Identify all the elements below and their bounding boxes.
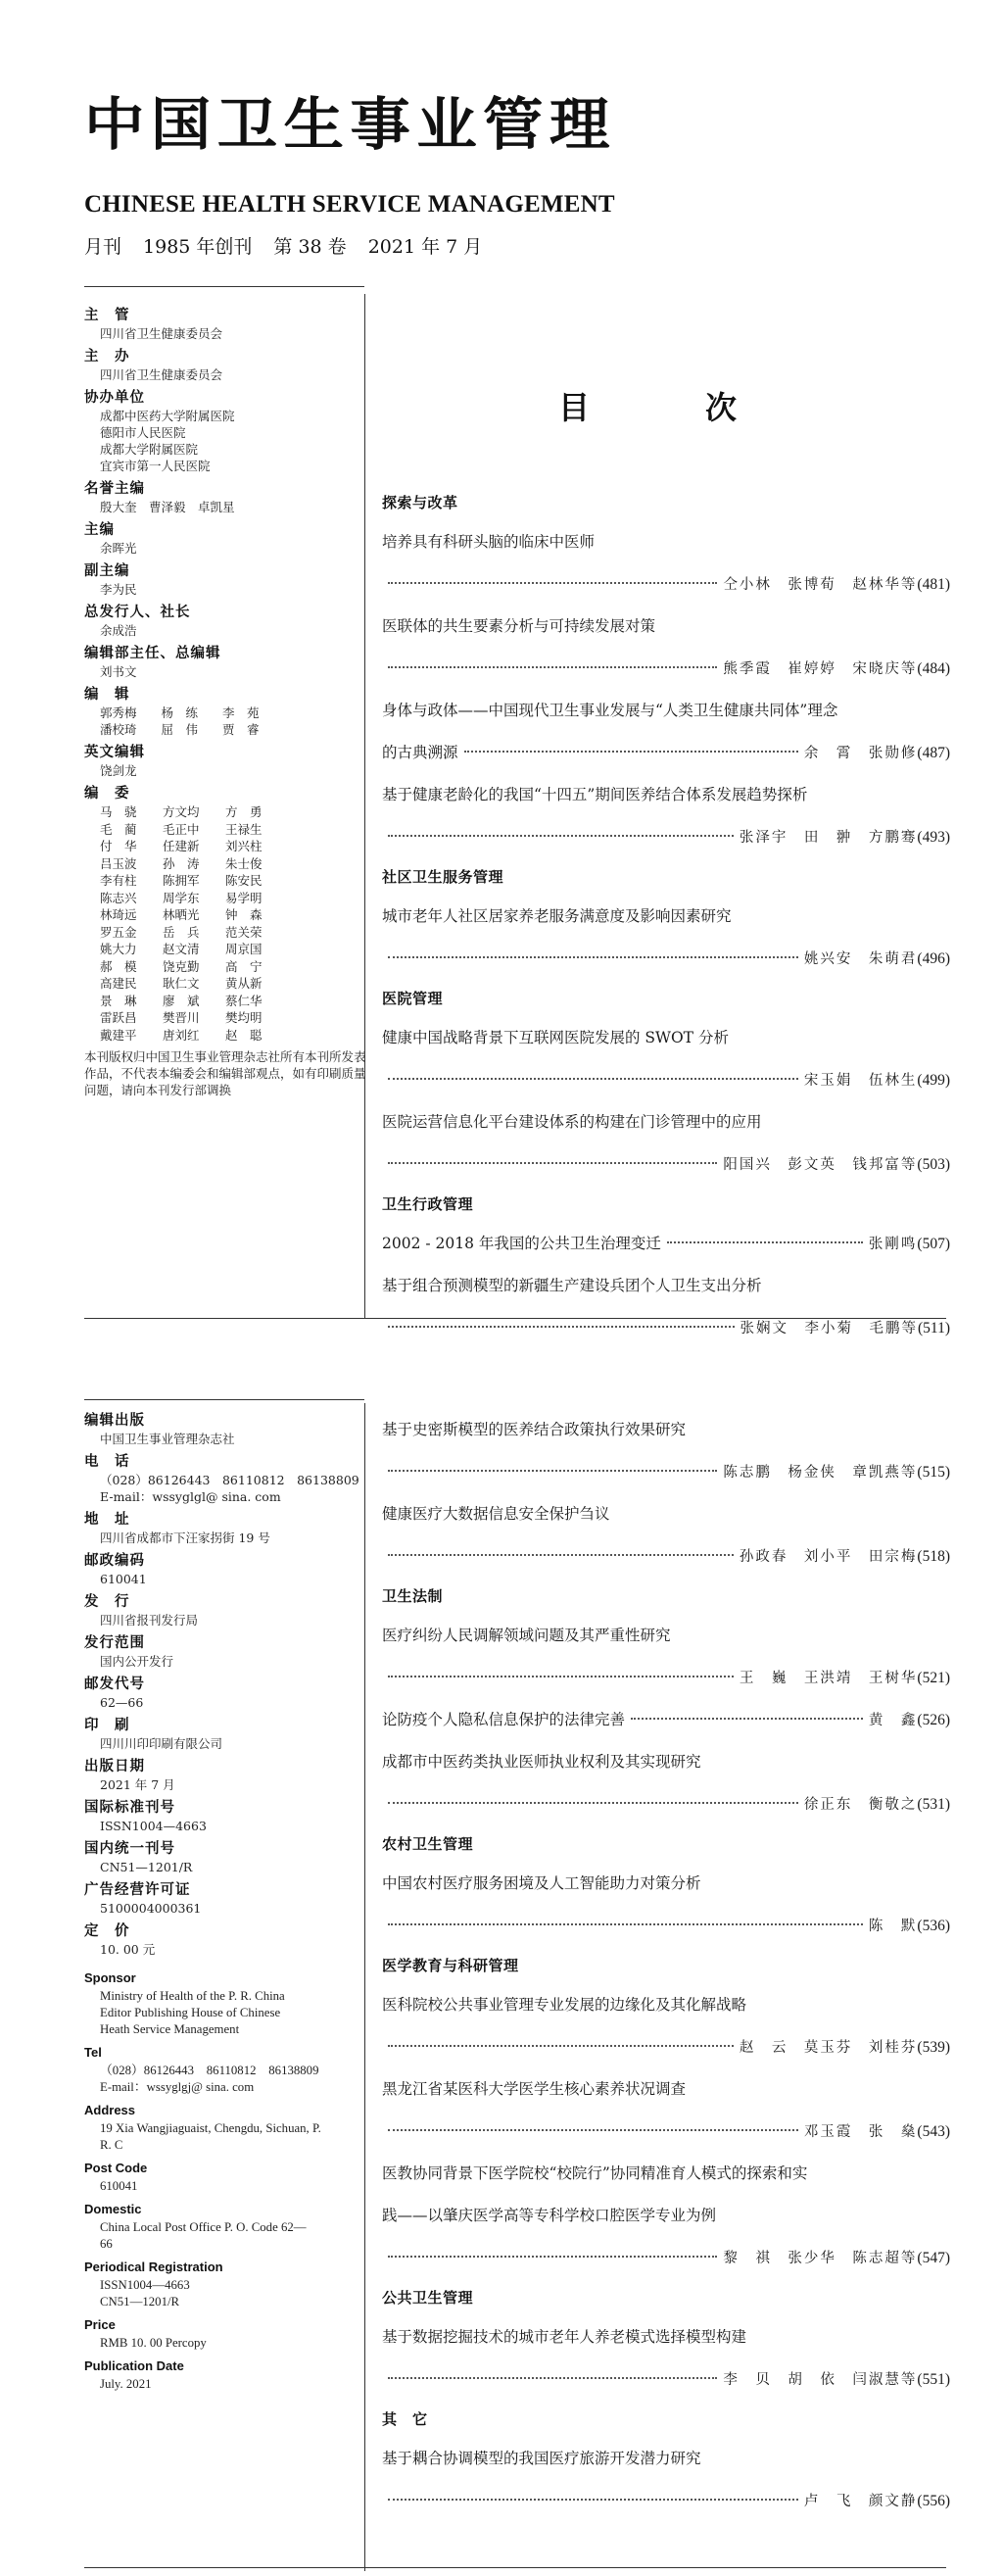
toc-entry-page: (531) bbox=[917, 1796, 950, 1813]
toc-top bbox=[382, 484, 950, 1349]
sidebar-line: 饶剑龙 bbox=[100, 763, 137, 778]
toc-section-heading: 医院管理 bbox=[382, 990, 444, 1007]
toc-entry-title: 健康中国战略背景下互联网医院发展的 SWOT 分析 bbox=[382, 1029, 729, 1046]
sidebar-heading: 协办单位 bbox=[84, 390, 145, 406]
sidebar-line: China Local Post Office P. O. Code 62— bbox=[100, 2220, 307, 2234]
board-member: 方 勇 bbox=[225, 804, 263, 819]
sidebar-line: 余成浩 bbox=[100, 623, 137, 638]
board-member: 罗五金 bbox=[100, 924, 137, 940]
sidebar-heading: Sponsor bbox=[84, 1970, 136, 1985]
sidebar-heading: Address bbox=[84, 2103, 136, 2117]
journal-title-en: CHINESE HEALTH SERVICE MANAGEMENT bbox=[84, 191, 615, 218]
toc-entry-page: (481) bbox=[917, 576, 950, 593]
sidebar-line: 5100004000361 bbox=[100, 1901, 202, 1916]
board-member: 王禄生 bbox=[225, 821, 263, 837]
toc-entry-page: (503) bbox=[917, 1156, 950, 1173]
toc-entry-row bbox=[382, 1451, 950, 1493]
toc-entry-page: (536) bbox=[917, 1918, 950, 1934]
sidebar-line: 成都中医药大学附属医院 bbox=[100, 409, 235, 423]
board-member: 陈拥军 bbox=[163, 873, 200, 888]
sidebar-line: 刘书文 bbox=[100, 664, 137, 679]
toc-entry-row bbox=[382, 1783, 950, 1825]
toc-entry-authors: 陈 默 bbox=[868, 1919, 918, 1934]
toc-entry-page: (493) bbox=[917, 829, 950, 846]
board-member: 廖 斌 bbox=[163, 993, 200, 1008]
leader-dots bbox=[388, 1470, 717, 1472]
sidebar-line: 李为民 bbox=[100, 582, 137, 597]
toc-entry-authors: 孙政春 刘小平 田宗梅 bbox=[739, 1549, 918, 1565]
sidebar-section bbox=[84, 2159, 366, 2195]
toc-entry-page: (484) bbox=[917, 660, 950, 677]
board-member: 方文均 bbox=[163, 804, 200, 819]
toc-entry-row bbox=[382, 938, 950, 980]
toc-section-heading: 其 它 bbox=[382, 2410, 428, 2428]
board-member: 姚大力 bbox=[100, 942, 137, 956]
toc-entry-row bbox=[382, 2358, 950, 2401]
sidebar-line: ISSN1004—4663 bbox=[100, 2278, 190, 2292]
sidebar-section bbox=[84, 1839, 366, 1875]
leader-dots bbox=[388, 1554, 734, 1556]
board-member: 高建民 bbox=[100, 976, 137, 991]
board-member: 付 华 bbox=[100, 839, 137, 853]
toc-entry-row bbox=[382, 1657, 950, 1699]
toc-entry-page: (511) bbox=[918, 1320, 950, 1337]
toc-entry-authors: 阳国兴 彭文英 钱邦富等 bbox=[723, 1157, 918, 1173]
sidebar-line: CN51—1201/R bbox=[100, 2295, 180, 2309]
sidebar-section bbox=[84, 685, 366, 738]
toc-entry-title: 医疗纠纷人民调解领域问题及其严重性研究 bbox=[382, 1627, 671, 1644]
leader-dots bbox=[388, 1802, 798, 1804]
sidebar-line: 2021 年 7 月 bbox=[100, 1777, 175, 1792]
toc-section-heading: 卫生法制 bbox=[382, 1587, 444, 1605]
sidebar-section bbox=[84, 1798, 366, 1834]
toc-entry-page: (556) bbox=[917, 2493, 950, 2509]
sidebar-line: July. 2021 bbox=[100, 2377, 152, 2391]
toc-entry-page: (518) bbox=[917, 1548, 950, 1565]
sidebar-heading: 名誉主编 bbox=[84, 481, 145, 497]
top-rule-left bbox=[84, 286, 364, 287]
toc-entry-title: 成都市中医药类执业医师执业权利及其实现研究 bbox=[382, 1753, 701, 1771]
toc-entry-page: (521) bbox=[917, 1670, 950, 1686]
toc-entry-authors: 余 霄 张勋修 bbox=[803, 746, 918, 761]
sidebar-heading: Publication Date bbox=[84, 2358, 184, 2373]
sidebar-line: 66 bbox=[100, 2237, 113, 2251]
toc-entry-title: 论防疫个人隐私信息保护的法律完善 bbox=[382, 1711, 626, 1728]
toc-entry-title: 2002 - 2018 年我国的公共卫生治理变迁 bbox=[382, 1235, 661, 1252]
toc-entry-authors: 黎 祺 张少华 陈志超等 bbox=[723, 2251, 918, 2266]
toc-entry-title: 医教协同背景下医学院校“校院行”协同精准育人模式的探索和实 bbox=[382, 2164, 808, 2182]
sidebar-line: ISSN1004—4663 bbox=[100, 1819, 207, 1833]
sidebar-section bbox=[84, 520, 366, 557]
sidebar-section bbox=[84, 1880, 366, 1917]
toc-entry-title: 践——以肇庆医学高等专科学校口腔医学专业为例 bbox=[382, 2207, 717, 2224]
sidebar-line: E-mail：wssyglgl@ sina. com bbox=[100, 1489, 281, 1504]
sidebar-line: Editor Publishing House of Chinese bbox=[100, 2006, 281, 2019]
board-member: 任建新 bbox=[163, 839, 200, 853]
sidebar-section bbox=[84, 603, 366, 639]
toc-entry-page: (515) bbox=[917, 1464, 950, 1481]
board-member: 马 骁 bbox=[100, 804, 137, 819]
board-member: 岳 兵 bbox=[163, 924, 200, 940]
sidebar-heading: Tel bbox=[84, 2045, 102, 2060]
board-member: 赵 聪 bbox=[225, 1027, 263, 1043]
sidebar-heading: 主 办 bbox=[84, 349, 130, 365]
board-member: 吕玉波 bbox=[100, 855, 137, 871]
board-member: 唐刘红 bbox=[163, 1027, 200, 1043]
sidebar-line: 四川省卫生健康委员会 bbox=[100, 326, 223, 341]
sidebar-line: Heath Service Management bbox=[100, 2022, 240, 2036]
board-member: 孙 涛 bbox=[163, 855, 200, 871]
toc-entry-row bbox=[382, 563, 950, 606]
toc-entry-page: (547) bbox=[917, 2250, 950, 2266]
sidebar-heading: Periodical Registration bbox=[84, 2260, 223, 2274]
leader-dots bbox=[388, 2045, 734, 2047]
editorial-board bbox=[84, 784, 366, 1044]
board-member: 景 琳 bbox=[100, 993, 137, 1008]
sidebar-line: 余晖光 bbox=[100, 541, 137, 556]
sidebar-section bbox=[84, 1921, 366, 1958]
sidebar-line: 成都大学附属医院 bbox=[100, 442, 199, 457]
sidebar-heading: 编辑出版 bbox=[84, 1413, 145, 1429]
sidebar-line: 19 Xia Wangjiaguaist, Chengdu, Sichuan, P. bbox=[100, 2121, 321, 2135]
sidebar-line: 郭秀梅 杨 练 李 苑 bbox=[100, 705, 260, 720]
board-member: 高 宁 bbox=[225, 958, 263, 974]
sidebar-section bbox=[84, 1716, 366, 1752]
sidebar-line: Ministry of Health of the P. R. China bbox=[100, 1989, 285, 2003]
sidebar-line: 四川省成都市下汪家拐街 19 号 bbox=[100, 1531, 270, 1545]
journal-title: 中国卫生事业管理 bbox=[84, 91, 616, 158]
toc-section-heading: 医学教育与科研管理 bbox=[382, 1957, 519, 1974]
board-member: 陈安民 bbox=[225, 873, 263, 888]
sidebar-line: 中国卫生事业管理杂志社 bbox=[100, 1432, 235, 1446]
sidebar-line: 62—66 bbox=[100, 1695, 144, 1710]
sidebar-heading: 印 刷 bbox=[84, 1718, 130, 1733]
toc-entry-title: 基于史密斯模型的医养结合政策执行效果研究 bbox=[382, 1421, 687, 1438]
toc-entry-row bbox=[382, 2237, 950, 2279]
board-member: 樊晋川 bbox=[163, 1010, 200, 1025]
toc-entry-authors: 张剛鸣 bbox=[868, 1237, 918, 1252]
board-member: 周京国 bbox=[225, 942, 263, 956]
sidebar-section bbox=[84, 479, 366, 515]
sidebar-section bbox=[84, 1633, 366, 1670]
toc-entry-title: 医科院校公共事业管理专业发展的边缘化及其化解战略 bbox=[382, 1996, 747, 2014]
copyright-note: 本刊版权归中国卫生事业管理杂志社所有本刊所发表作品，不代表本编委会和编辑部观点，如有印刷质量问题，请向本刊发行部调换 bbox=[84, 1049, 366, 1097]
board-member: 毛正中 bbox=[163, 821, 200, 837]
sidebar-publication-info bbox=[84, 1411, 366, 2398]
board-member: 朱士俊 bbox=[225, 855, 263, 871]
sidebar-heading: 副主编 bbox=[84, 563, 130, 579]
toc-entry-title: 黑龙江省某医科大学医学生核心素养状况调查 bbox=[382, 2080, 687, 2098]
toc-entry-row bbox=[382, 1699, 950, 1741]
toc-entry-authors: 仝小林 张博荀 赵林华等 bbox=[723, 577, 918, 593]
toc-entry-authors: 赵 云 莫玉芬 刘桂芬 bbox=[739, 2040, 918, 2056]
sidebar-section bbox=[84, 2315, 366, 2352]
board-member: 刘兴柱 bbox=[225, 839, 263, 853]
toc-section-heading: 公共卫生管理 bbox=[382, 2289, 474, 2307]
sidebar-line: 610041 bbox=[100, 1572, 147, 1586]
board-member: 林琦远 bbox=[100, 907, 137, 922]
sidebar-heading: 编 辑 bbox=[84, 687, 130, 703]
toc-entry-page: (499) bbox=[917, 1072, 950, 1089]
toc-entry-authors: 姚兴安 朱萌君 bbox=[803, 951, 918, 967]
board-member: 易学明 bbox=[225, 890, 263, 905]
bottom-rule-left bbox=[84, 1399, 364, 1400]
toc-entry-title: 基于健康老龄化的我国“十四五”期间医养结合体系发展趋势探析 bbox=[382, 786, 808, 803]
bottom-rule bbox=[84, 2567, 946, 2568]
board-member: 郝 模 bbox=[100, 958, 137, 974]
editorial-board-names bbox=[84, 803, 366, 1044]
toc-entry-title: 基于组合预测模型的新疆生产建设兵团个人卫生支出分析 bbox=[382, 1277, 762, 1294]
sidebar-line: （028）86126443 86110812 86138809 bbox=[100, 2064, 319, 2077]
sidebar-line: RMB 10. 00 Percopy bbox=[100, 2336, 207, 2350]
toc-entry-row bbox=[382, 816, 950, 858]
toc-entry-title: 医联体的共生要素分析与可持续发展对策 bbox=[382, 617, 656, 635]
leader-dots bbox=[388, 2256, 717, 2258]
sidebar-line: 国内公开发行 bbox=[100, 1654, 174, 1669]
toc-section-heading: 农村卫生管理 bbox=[382, 1835, 474, 1853]
meta-date: 2021 年 7 月 bbox=[367, 236, 483, 258]
leader-dots bbox=[388, 2499, 798, 2501]
toc-entry-authors: 黄 鑫 bbox=[868, 1713, 918, 1728]
toc-entry-title: 医院运营信息化平台建设体系的构建在门诊管理中的应用 bbox=[382, 1113, 762, 1131]
board-member: 戴建平 bbox=[100, 1027, 137, 1043]
toc-bottom bbox=[382, 1409, 950, 2522]
sidebar-line: E-mail：wssyglgj@ sina. com bbox=[100, 2080, 255, 2094]
toc-entry-row bbox=[382, 2480, 950, 2522]
board-member: 陈志兴 bbox=[100, 890, 137, 905]
sidebar-section bbox=[84, 1551, 366, 1587]
sidebar-heading: 电 话 bbox=[84, 1454, 130, 1470]
toc-entry-row bbox=[382, 1143, 950, 1186]
leader-dots bbox=[388, 1676, 734, 1677]
board-member: 饶克勤 bbox=[163, 958, 200, 974]
sidebar-section bbox=[84, 1592, 366, 1628]
toc-entry-page: (496) bbox=[917, 950, 950, 967]
toc-entry-title: 健康医疗大数据信息安全保护刍议 bbox=[382, 1505, 610, 1523]
sidebar-line: 四川省卫生健康委员会 bbox=[100, 367, 223, 382]
board-member: 钟 森 bbox=[225, 907, 263, 922]
toc-entry-page: (543) bbox=[917, 2123, 950, 2140]
toc-entry-authors: 陈志鹏 杨金侠 章凯燕等 bbox=[723, 1465, 918, 1481]
leader-dots bbox=[631, 1718, 863, 1720]
sidebar-line: （028）86126443 86110812 86138809 bbox=[100, 1473, 359, 1487]
toc-entry-page: (551) bbox=[917, 2371, 950, 2388]
sidebar-heading: 广告经营许可证 bbox=[84, 1882, 191, 1898]
toc-entry-authors: 邓玉霞 张 燊 bbox=[803, 2124, 918, 2140]
leader-dots bbox=[464, 751, 798, 753]
toc-entry-title: 中国农村医疗服务困境及人工智能助力对策分析 bbox=[382, 1874, 701, 1892]
sidebar-heading: Price bbox=[84, 2317, 116, 2332]
sidebar-line: 宜宾市第一人民医院 bbox=[100, 459, 211, 473]
toc-entry-row bbox=[382, 2026, 950, 2068]
sidebar-heading: 编辑部主任、总编辑 bbox=[84, 646, 221, 661]
sidebar-heading: 发行范围 bbox=[84, 1635, 145, 1651]
toc-entry-row bbox=[382, 1307, 950, 1349]
sidebar-section bbox=[84, 347, 366, 383]
toc-section-heading: 探索与改革 bbox=[382, 494, 458, 511]
sidebar-line: R. C bbox=[100, 2138, 123, 2152]
leader-dots bbox=[388, 2129, 798, 2131]
meta-founded: 1985 年创刊 bbox=[143, 236, 253, 258]
sidebar-heading: 邮发代号 bbox=[84, 1677, 145, 1692]
board-member: 樊均明 bbox=[225, 1010, 263, 1025]
toc-entry-title: 城市老年人社区居家养老服务满意度及影响因素研究 bbox=[382, 907, 732, 925]
toc-section-heading: 卫生行政管理 bbox=[382, 1195, 474, 1213]
board-member: 范关荣 bbox=[225, 924, 263, 940]
sidebar-heading: 主编 bbox=[84, 522, 115, 538]
sidebar-heading: 国际标准刊号 bbox=[84, 1800, 175, 1816]
sidebar-line: 四川省报刊发行局 bbox=[100, 1613, 199, 1628]
sidebar-line: 10. 00 元 bbox=[100, 1942, 156, 1957]
sidebar-section bbox=[84, 1968, 366, 2038]
toc-entry-authors: 李 贝 胡 依 闫淑慧等 bbox=[723, 2372, 918, 2388]
sidebar-section bbox=[84, 2357, 366, 2393]
toc-entry-row bbox=[382, 1223, 950, 1265]
meta-frequency: 月刊 bbox=[84, 236, 122, 258]
toc-entry-row bbox=[382, 1535, 950, 1578]
board-member: 赵文清 bbox=[163, 942, 200, 956]
board-member: 林晒光 bbox=[163, 907, 200, 922]
leader-dots bbox=[388, 835, 734, 837]
toc-section-heading: 社区卫生服务管理 bbox=[382, 868, 504, 886]
board-member: 毛 蔺 bbox=[100, 821, 137, 837]
toc-entry-authors: 张泽宇 田 翀 方鹏骞 bbox=[739, 830, 918, 846]
sidebar-masthead bbox=[84, 306, 366, 1098]
sidebar-heading: 邮政编码 bbox=[84, 1553, 145, 1569]
toc-title: 目次 bbox=[558, 389, 853, 426]
toc-entry-page: (487) bbox=[917, 745, 950, 761]
toc-entry-page: (526) bbox=[917, 1712, 950, 1728]
toc-entry-title: 培养具有科研头脑的临床中医师 bbox=[382, 533, 596, 551]
sidebar-section bbox=[84, 1452, 366, 1505]
meta-volume: 第 38 卷 bbox=[273, 236, 347, 258]
sidebar-section bbox=[84, 561, 366, 598]
toc-entry-row bbox=[382, 2111, 950, 2153]
sidebar-section bbox=[84, 2200, 366, 2253]
sidebar-heading: 总发行人、社长 bbox=[84, 605, 191, 620]
sidebar-heading: 英文编辑 bbox=[84, 745, 145, 760]
board-member: 耿仁文 bbox=[163, 976, 200, 991]
sidebar-heading: 地 址 bbox=[84, 1512, 130, 1528]
sidebar-section bbox=[84, 2101, 366, 2154]
toc-entry-authors: 张娴文 李小菊 毛鹏等 bbox=[740, 1321, 918, 1337]
sidebar-line: 殷大奎 曹泽毅 卓凯星 bbox=[100, 500, 235, 514]
sidebar-section bbox=[84, 644, 366, 680]
toc-entry-page: (539) bbox=[917, 2039, 950, 2056]
board-member: 李有柱 bbox=[100, 873, 137, 888]
toc-entry-title: 身体与政体——中国现代卫生事业发展与“人类卫生健康共同体”理念 bbox=[382, 702, 838, 719]
board-member: 雷跃昌 bbox=[100, 1010, 137, 1025]
journal-meta bbox=[84, 238, 482, 257]
sidebar-section bbox=[84, 306, 366, 342]
leader-dots bbox=[388, 956, 798, 958]
leader-dots bbox=[388, 1326, 735, 1328]
sidebar-heading: Post Code bbox=[84, 2161, 148, 2175]
sidebar-heading: Domestic bbox=[84, 2202, 142, 2216]
sidebar-heading: 发 行 bbox=[84, 1594, 130, 1610]
sidebar-section bbox=[84, 743, 366, 779]
sidebar-line: 潘校琦 屈 伟 贾 睿 bbox=[100, 722, 260, 737]
toc-entry-row bbox=[382, 732, 950, 774]
sidebar-section bbox=[84, 1757, 366, 1793]
sidebar-section bbox=[84, 1411, 366, 1447]
sidebar-section bbox=[84, 2258, 366, 2310]
toc-entry-authors: 宋玉娟 伍林生 bbox=[803, 1073, 918, 1089]
leader-dots bbox=[388, 1078, 798, 1080]
board-member: 蔡仁华 bbox=[225, 993, 263, 1008]
leader-dots bbox=[667, 1241, 863, 1243]
leader-dots bbox=[388, 1162, 717, 1164]
toc-entry-page: (507) bbox=[917, 1236, 950, 1252]
sidebar-section bbox=[84, 2043, 366, 2096]
sidebar-line: 德阳市人民医院 bbox=[100, 425, 186, 440]
toc-entry-row bbox=[382, 1059, 950, 1101]
sidebar-section bbox=[84, 388, 366, 474]
toc-entry-authors: 王 巍 王洪靖 王树华 bbox=[739, 1671, 918, 1686]
sidebar-line: CN51—1201/R bbox=[100, 1860, 193, 1874]
toc-entry-authors: 卢 飞 颜文静 bbox=[803, 2494, 918, 2509]
toc-entry-title: 的古典溯源 bbox=[382, 744, 458, 761]
sidebar-heading: 编 委 bbox=[84, 786, 130, 802]
sidebar-section bbox=[84, 1675, 366, 1711]
leader-dots bbox=[388, 1923, 863, 1925]
toc-entry-row bbox=[382, 648, 950, 690]
toc-entry-title: 基于数据挖掘技术的城市老年人养老模式选择模型构建 bbox=[382, 2328, 747, 2346]
toc-entry-title: 基于耦合协调模型的我国医疗旅游开发潜力研究 bbox=[382, 2450, 701, 2467]
leader-dots bbox=[388, 2377, 717, 2379]
leader-dots bbox=[388, 666, 717, 668]
toc-entry-authors: 熊季霞 崔婷婷 宋晓庆等 bbox=[723, 661, 918, 677]
sidebar-line: 610041 bbox=[100, 2179, 138, 2193]
sidebar-heading: 主 管 bbox=[84, 308, 130, 323]
board-member: 黄从新 bbox=[225, 976, 263, 991]
toc-entry-authors: 徐正东 衡敬之 bbox=[803, 1797, 918, 1813]
sidebar-heading: 出版日期 bbox=[84, 1759, 145, 1774]
sidebar-line: 四川川印印刷有限公司 bbox=[100, 1736, 223, 1751]
sidebar-heading: 国内统一刊号 bbox=[84, 1841, 175, 1857]
sidebar-section bbox=[84, 1510, 366, 1546]
leader-dots bbox=[388, 582, 717, 584]
toc-entry-row bbox=[382, 1905, 950, 1947]
sidebar-heading: 定 价 bbox=[84, 1923, 130, 1939]
board-member: 周学东 bbox=[163, 890, 200, 905]
